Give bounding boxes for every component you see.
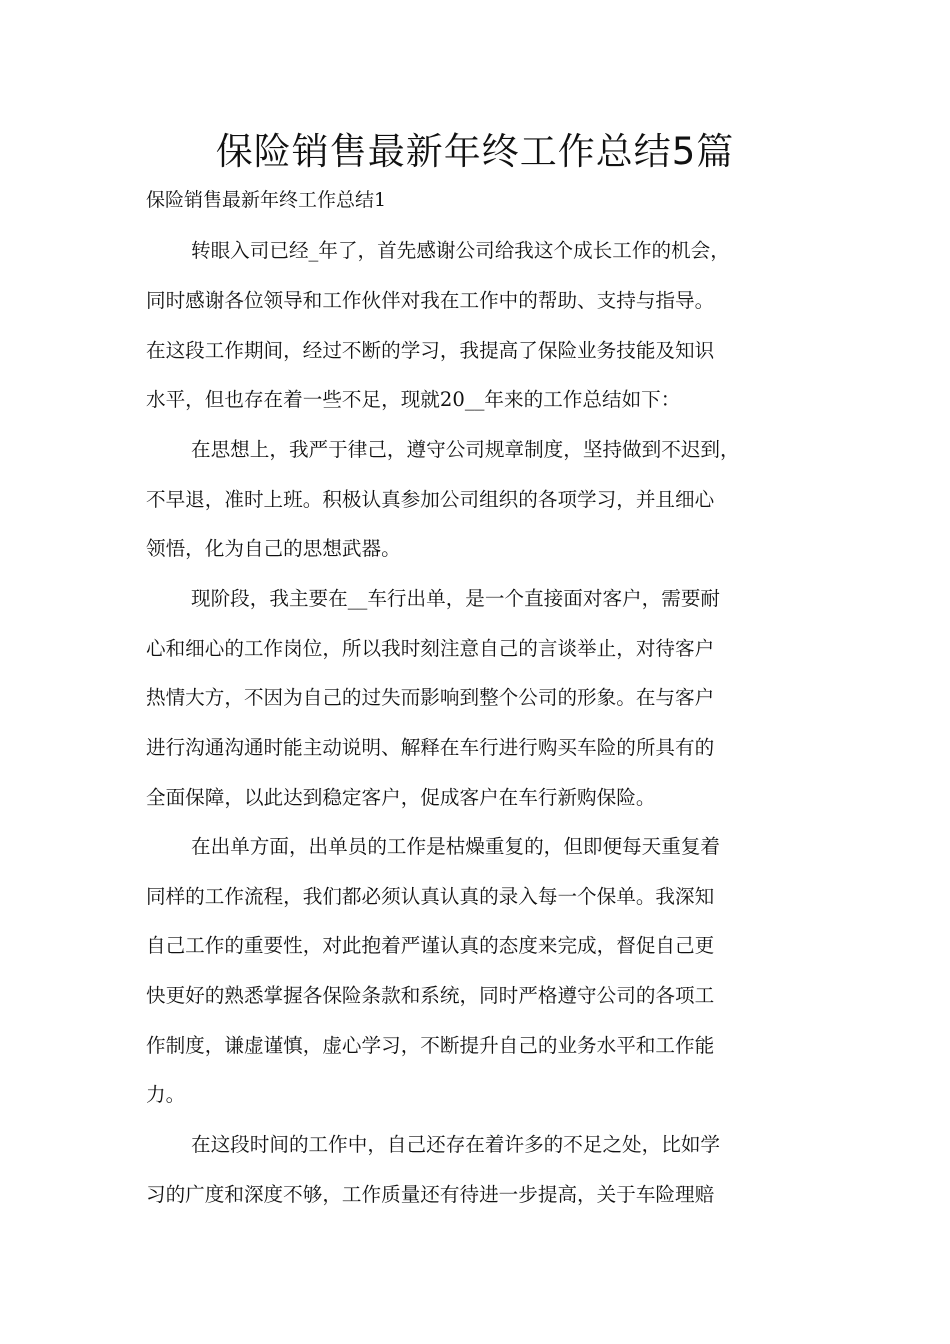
- paragraph-2-line-2: 不早退，准时上班。积极认真参加公司组织的各项学习，并且细心: [146, 488, 715, 511]
- section-heading: 保险销售最新年终工作总结1: [146, 189, 387, 211]
- paragraph-4-line-6: 力。: [146, 1083, 186, 1106]
- paragraph-4-line-4: 快更好的熟悉掌握各保险条款和系统，同时严格遵守公司的各项工: [146, 984, 715, 1007]
- paragraph-1-line-1: 转眼入司已经_年了，首先感谢公司给我这个成长工作的机会，: [191, 239, 730, 262]
- paragraph-4-line-3: 自己工作的重要性，对此抱着严谨认真的态度来完成，督促自己更: [146, 934, 715, 957]
- paragraph-3-line-2: 心和细心的工作岗位，所以我时刻注意自己的言谈举止，对待客户: [146, 637, 715, 660]
- paragraph-1-line-4: 水平，但也存在着一些不足，现就20__年来的工作总结如下：: [146, 388, 681, 411]
- paragraph-4-line-2: 同样的工作流程，我们都必须认真认真的录入每一个保单。我深知: [146, 885, 715, 908]
- paragraph-1-line-2: 同时感谢各位领导和工作伙伴对我在工作中的帮助、支持与指导。: [146, 289, 715, 312]
- paragraph-1-line-3: 在这段工作期间，经过不断的学习，我提高了保险业务技能及知识: [146, 339, 715, 362]
- paragraph-4-line-1: 在出单方面，出单员的工作是枯燥重复的，但即便每天重复着: [191, 835, 721, 858]
- paragraph-3-line-5: 全面保障，以此达到稳定客户，促成客户在车行新购保险。: [146, 786, 656, 809]
- paragraph-3-line-4: 进行沟通沟通时能主动说明、解释在车行进行购买车险的所具有的: [146, 736, 715, 759]
- paragraph-3-line-1: 现阶段，我主要在__车行出单，是一个直接面对客户，需要耐: [191, 587, 721, 610]
- paragraph-2-line-1: 在思想上，我严于律己，遵守公司规章制度，坚持做到不迟到，: [191, 438, 740, 461]
- paragraph-5-line-1: 在这段时间的工作中，自己还存在着许多的不足之处，比如学: [191, 1133, 721, 1156]
- paragraph-4-line-5: 作制度，谦虚谨慎，虚心学习，不断提升自己的业务水平和工作能: [146, 1034, 715, 1057]
- paragraph-3-line-3: 热情大方，不因为自己的过失而影响到整个公司的形象。在与客户: [146, 686, 715, 709]
- document-title: 保险销售最新年终工作总结5篇: [215, 130, 735, 173]
- paragraph-2-line-3: 领悟，化为自己的思想武器。: [146, 537, 401, 560]
- paragraph-5-line-2: 习的广度和深度不够，工作质量还有待进一步提高，关于车险理赔: [146, 1183, 715, 1206]
